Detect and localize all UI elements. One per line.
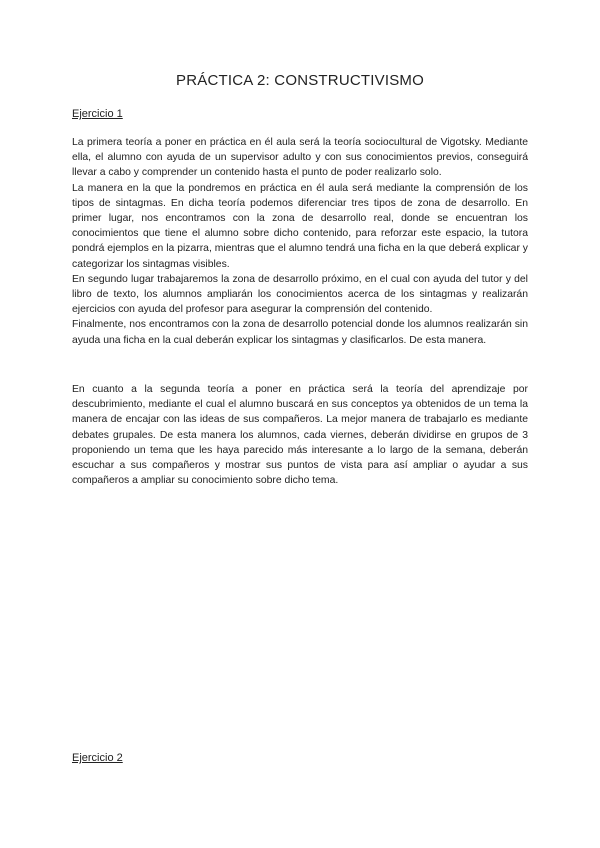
paragraph: En cuanto a la segunda teoría a poner en práctica será la teoría del aprendizaje por descubrimiento, mediante el cual el alumno buscará en sus conceptos ya obtenidos de un tema la manera de encajar con las ideas de sus compañeros. La mejor manera de trabajarlo es mediante debates grupales. De esta manera los alumnos, cada viernes, deberán dividirse en grupos de 3 proponiendo un tema que les haya parecido más interesante a lo largo de la semana, deberán escuchar a sus compañeros y mostrar sus puntos de vista para así ampliar o ayudar a sus compañeros a ampliar su conocimiento sobre dicho tema. [72,384,528,487]
exercise-1-heading: Ejercicio 1 [72,108,123,120]
paragraph: Finalmente, nos encontramos con la zona de desarrollo potencial donde los alumnos realizarán sin ayuda una ficha en la cual deberán explicar los sintagmas y clasificarlos. De esta manera. [72,319,528,346]
exercise-2-heading: Ejercicio 2 [72,752,123,764]
paragraph: En segundo lugar trabajaremos la zona de desarrollo próximo, en el cual con ayuda del tutor y del libro de texto, los alumnos ampliarán los conocimientos acerca de los sintagmas y realizarán ejercicios con ayuda del profesor para asegurar la comprensión del contenido. [72,273,528,316]
exercise-1-second-theory [72,382,528,488]
page-title: PRÁCTICA 2: CONSTRUCTIVISMO [176,72,424,89]
paragraph: La primera teoría a poner en práctica en él aula será la teoría sociocultural de Vigotsky. Mediante ella, el alumno con ayuda de un supervisor adulto y con sus conocimientos previos, conseguirá llevar a cabo y comprender un contenido hasta el punto de poder realizarlo solo. [72,137,528,179]
exercise-1-body [72,135,528,348]
paragraph: La manera en la que la pondremos en práctica en él aula será mediante la comprensión de los tipos de sintagmas. En dicha teoría podemos diferenciar tres tipos de zona de desarrollo. En primer lugar, nos encontramos con la zona de desarrollo real, donde se encuentran los conocimientos que tiene el alumno sobre dicho contenido, para reforzar este espacio, la tutora pondrá ejemplos en la pizarra, mientras que el alumno tendrá una ficha en la que deberá explicar y categorizar los sintagmas visibles. [72,182,528,270]
